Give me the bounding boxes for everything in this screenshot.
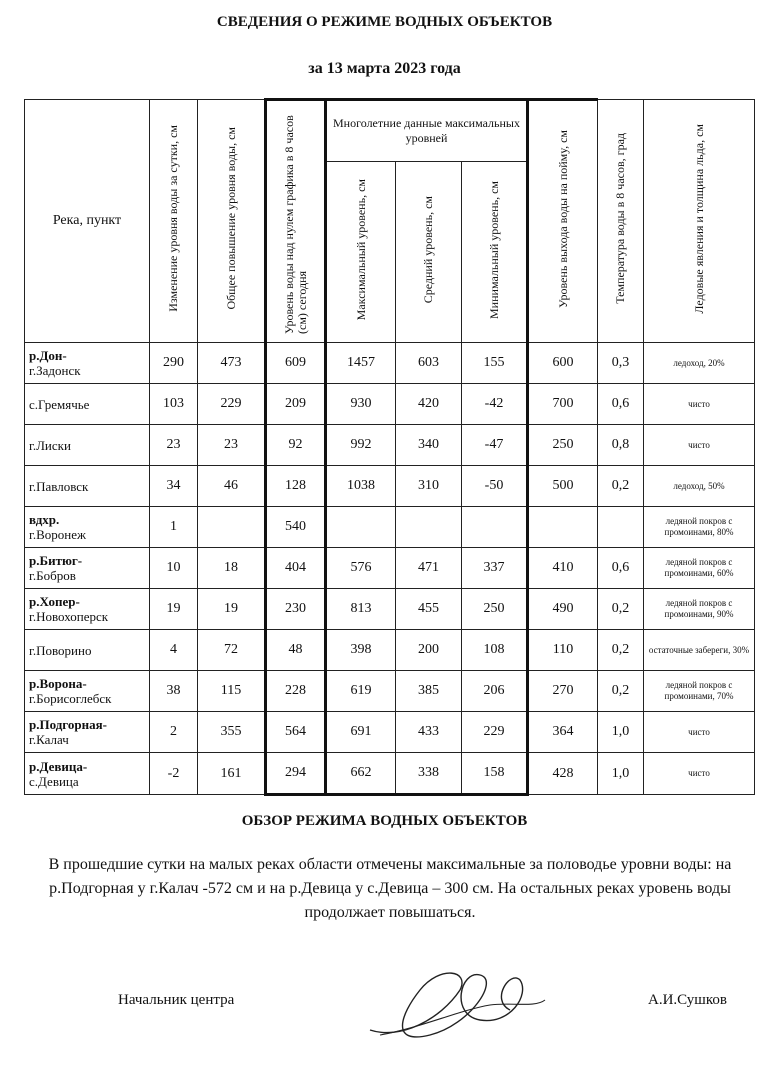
total-rise-cell: 355 [198, 712, 266, 753]
temperature-cell: 0,2 [598, 630, 644, 671]
ice-cell: чисто [644, 384, 755, 425]
header-total-rise: Общее повышение уровня воды, см [198, 100, 266, 343]
river-name: вдхр. [29, 512, 60, 527]
river-point-cell [25, 548, 150, 589]
point-name: г.Павловск [29, 478, 89, 494]
header-ice: Ледовые явления и толщина льда, см [644, 100, 755, 343]
min-level-cell: 337 [462, 548, 528, 589]
river-point-cell [25, 507, 150, 548]
point-name: г.Новохоперск [29, 609, 109, 624]
header-longterm-group: Многолетние данные максимальных уровней [326, 100, 528, 162]
river-name: р.Битюг- [29, 553, 83, 568]
ice-cell: остаточные забереги, 30% [644, 630, 755, 671]
floodplain-cell: 600 [528, 343, 598, 384]
river-point-cell [25, 712, 150, 753]
floodplain-cell: 364 [528, 712, 598, 753]
ice-cell: ледяной покров с промоинами, 90% [644, 589, 755, 630]
avg-level-cell: 310 [396, 466, 462, 507]
header-change: Изменение уровня воды за сутки, см [150, 100, 198, 343]
level-today-cell: 230 [266, 589, 326, 630]
table-row [25, 343, 755, 384]
avg-level-cell: 420 [396, 384, 462, 425]
river-point-cell [25, 384, 150, 425]
change-cell: -2 [150, 753, 198, 795]
max-level-cell: 662 [326, 753, 396, 795]
table-row [25, 507, 755, 548]
avg-level-cell: 471 [396, 548, 462, 589]
ice-cell: ледяной покров с промоинами, 60% [644, 548, 755, 589]
ice-cell: ледоход, 20% [644, 343, 755, 384]
avg-level-cell: 455 [396, 589, 462, 630]
level-today-cell: 228 [266, 671, 326, 712]
ice-cell: ледоход, 50% [644, 466, 755, 507]
header-river: Река, пункт [25, 100, 150, 343]
temperature-cell [598, 507, 644, 548]
water-regime-table [24, 98, 755, 796]
min-level-cell: -47 [462, 425, 528, 466]
level-today-cell: 609 [266, 343, 326, 384]
table-row [25, 671, 755, 712]
avg-level-cell: 603 [396, 343, 462, 384]
max-level-cell: 398 [326, 630, 396, 671]
temperature-cell: 0,8 [598, 425, 644, 466]
point-name: г.Лиски [29, 437, 71, 453]
temperature-cell: 1,0 [598, 753, 644, 795]
max-level-cell [326, 507, 396, 548]
level-today-cell: 209 [266, 384, 326, 425]
table-row [25, 384, 755, 425]
document-date: за 13 марта 2023 года [308, 60, 461, 77]
table-row [25, 630, 755, 671]
change-cell: 38 [150, 671, 198, 712]
header-max-level: Максимальный уровень, см [326, 162, 396, 343]
total-rise-cell: 473 [198, 343, 266, 384]
avg-level-cell [396, 507, 462, 548]
min-level-cell: 206 [462, 671, 528, 712]
table-row [25, 425, 755, 466]
total-rise-cell [198, 507, 266, 548]
header-temperature: Температура воды в 8 часов, град [598, 100, 644, 343]
floodplain-cell: 250 [528, 425, 598, 466]
min-level-cell: -50 [462, 466, 528, 507]
avg-level-cell: 200 [396, 630, 462, 671]
river-point-cell [25, 466, 150, 507]
max-level-cell: 691 [326, 712, 396, 753]
point-name: г.Борисоглебск [29, 691, 112, 706]
table-row [25, 589, 755, 630]
river-point-cell [25, 589, 150, 630]
table-row [25, 712, 755, 753]
min-level-cell: 155 [462, 343, 528, 384]
river-name: р.Дон- [29, 348, 67, 363]
min-level-cell: 250 [462, 589, 528, 630]
change-cell: 4 [150, 630, 198, 671]
overview-text: В прошедшие сутки на малых реках области отмечены максимальные за половодье уровни воды: на р.Подгорная у г.Калач -572 см и на р.Девица у с.Девица – 300 см. На остальных реках уровень воды продолжает повышаться. [48, 856, 732, 921]
point-name: с.Девица [29, 773, 79, 789]
temperature-cell: 0,2 [598, 466, 644, 507]
river-point-cell [25, 343, 150, 384]
total-rise-cell: 161 [198, 753, 266, 795]
min-level-cell [462, 507, 528, 548]
level-today-cell: 92 [266, 425, 326, 466]
floodplain-cell: 700 [528, 384, 598, 425]
table-row [25, 753, 755, 795]
change-cell: 290 [150, 343, 198, 384]
level-today-cell: 404 [266, 548, 326, 589]
max-level-cell: 992 [326, 425, 396, 466]
min-level-cell: -42 [462, 384, 528, 425]
total-rise-cell: 23 [198, 425, 266, 466]
max-level-cell: 619 [326, 671, 396, 712]
floodplain-cell: 500 [528, 466, 598, 507]
floodplain-cell: 110 [528, 630, 598, 671]
total-rise-cell: 46 [198, 466, 266, 507]
avg-level-cell: 385 [396, 671, 462, 712]
river-name: р.Девица- [29, 758, 88, 774]
max-level-cell: 1038 [326, 466, 396, 507]
point-name: г.Бобров [29, 568, 76, 583]
change-cell: 10 [150, 548, 198, 589]
level-today-cell: 294 [266, 753, 326, 795]
river-name: р.Ворона- [29, 676, 87, 691]
total-rise-cell: 19 [198, 589, 266, 630]
min-level-cell: 108 [462, 630, 528, 671]
level-today-cell: 48 [266, 630, 326, 671]
point-name: г.Задонск [29, 363, 81, 378]
temperature-cell: 0,6 [598, 384, 644, 425]
avg-level-cell: 338 [396, 753, 462, 795]
ice-cell: ледяной покров с промоинами, 70% [644, 671, 755, 712]
table-row [25, 466, 755, 507]
table-row [25, 548, 755, 589]
change-cell: 103 [150, 384, 198, 425]
avg-level-cell: 433 [396, 712, 462, 753]
river-point-cell [25, 630, 150, 671]
point-name: с.Гремячье [29, 396, 90, 412]
ice-cell: чисто [644, 712, 755, 753]
river-point-cell [25, 753, 150, 795]
floodplain-cell: 490 [528, 589, 598, 630]
min-level-cell: 229 [462, 712, 528, 753]
temperature-cell: 1,0 [598, 712, 644, 753]
header-floodplain: Уровень выхода воды на пойму, см [528, 100, 598, 343]
max-level-cell: 930 [326, 384, 396, 425]
change-cell: 1 [150, 507, 198, 548]
ice-cell: чисто [644, 753, 755, 795]
header-avg-level: Средний уровень, см [396, 162, 462, 343]
avg-level-cell: 340 [396, 425, 462, 466]
floodplain-cell: 410 [528, 548, 598, 589]
point-name: г.Поворино [29, 642, 92, 658]
level-today-cell: 128 [266, 466, 326, 507]
point-name: г.Калач [29, 732, 69, 747]
signer-name: А.И.Сушков [648, 992, 727, 1008]
header-min-level: Минимальный уровень, см [462, 162, 528, 343]
point-name: г.Воронеж [29, 527, 86, 542]
total-rise-cell: 72 [198, 630, 266, 671]
temperature-cell: 0,2 [598, 589, 644, 630]
min-level-cell: 158 [462, 753, 528, 795]
temperature-cell: 0,6 [598, 548, 644, 589]
total-rise-cell: 229 [198, 384, 266, 425]
max-level-cell: 576 [326, 548, 396, 589]
change-cell: 2 [150, 712, 198, 753]
river-point-cell [25, 671, 150, 712]
river-point-cell [25, 425, 150, 466]
river-name: р.Подгорная- [29, 717, 107, 732]
document-title: СВЕДЕНИЯ О РЕЖИМЕ ВОДНЫХ ОБЪЕКТОВ [216, 14, 553, 30]
signature-image [360, 960, 550, 1050]
river-name: р.Хопер- [29, 594, 80, 609]
overview-title: ОБЗОР РЕЖИМА ВОДНЫХ ОБЪЕКТОВ [241, 813, 528, 829]
ice-cell: ледяной покров с промоинами, 80% [644, 507, 755, 548]
total-rise-cell: 18 [198, 548, 266, 589]
change-cell: 34 [150, 466, 198, 507]
temperature-cell: 0,3 [598, 343, 644, 384]
floodplain-cell [528, 507, 598, 548]
max-level-cell: 813 [326, 589, 396, 630]
change-cell: 19 [150, 589, 198, 630]
header-level-today: Уровень воды над нулем графика в 8 часов (см) сегодня [266, 100, 326, 343]
floodplain-cell: 428 [528, 753, 598, 795]
ice-cell: чисто [644, 425, 755, 466]
change-cell: 23 [150, 425, 198, 466]
max-level-cell: 1457 [326, 343, 396, 384]
temperature-cell: 0,2 [598, 671, 644, 712]
chief-label: Начальник центра [118, 992, 235, 1008]
level-today-cell: 540 [266, 507, 326, 548]
total-rise-cell: 115 [198, 671, 266, 712]
level-today-cell: 564 [266, 712, 326, 753]
floodplain-cell: 270 [528, 671, 598, 712]
